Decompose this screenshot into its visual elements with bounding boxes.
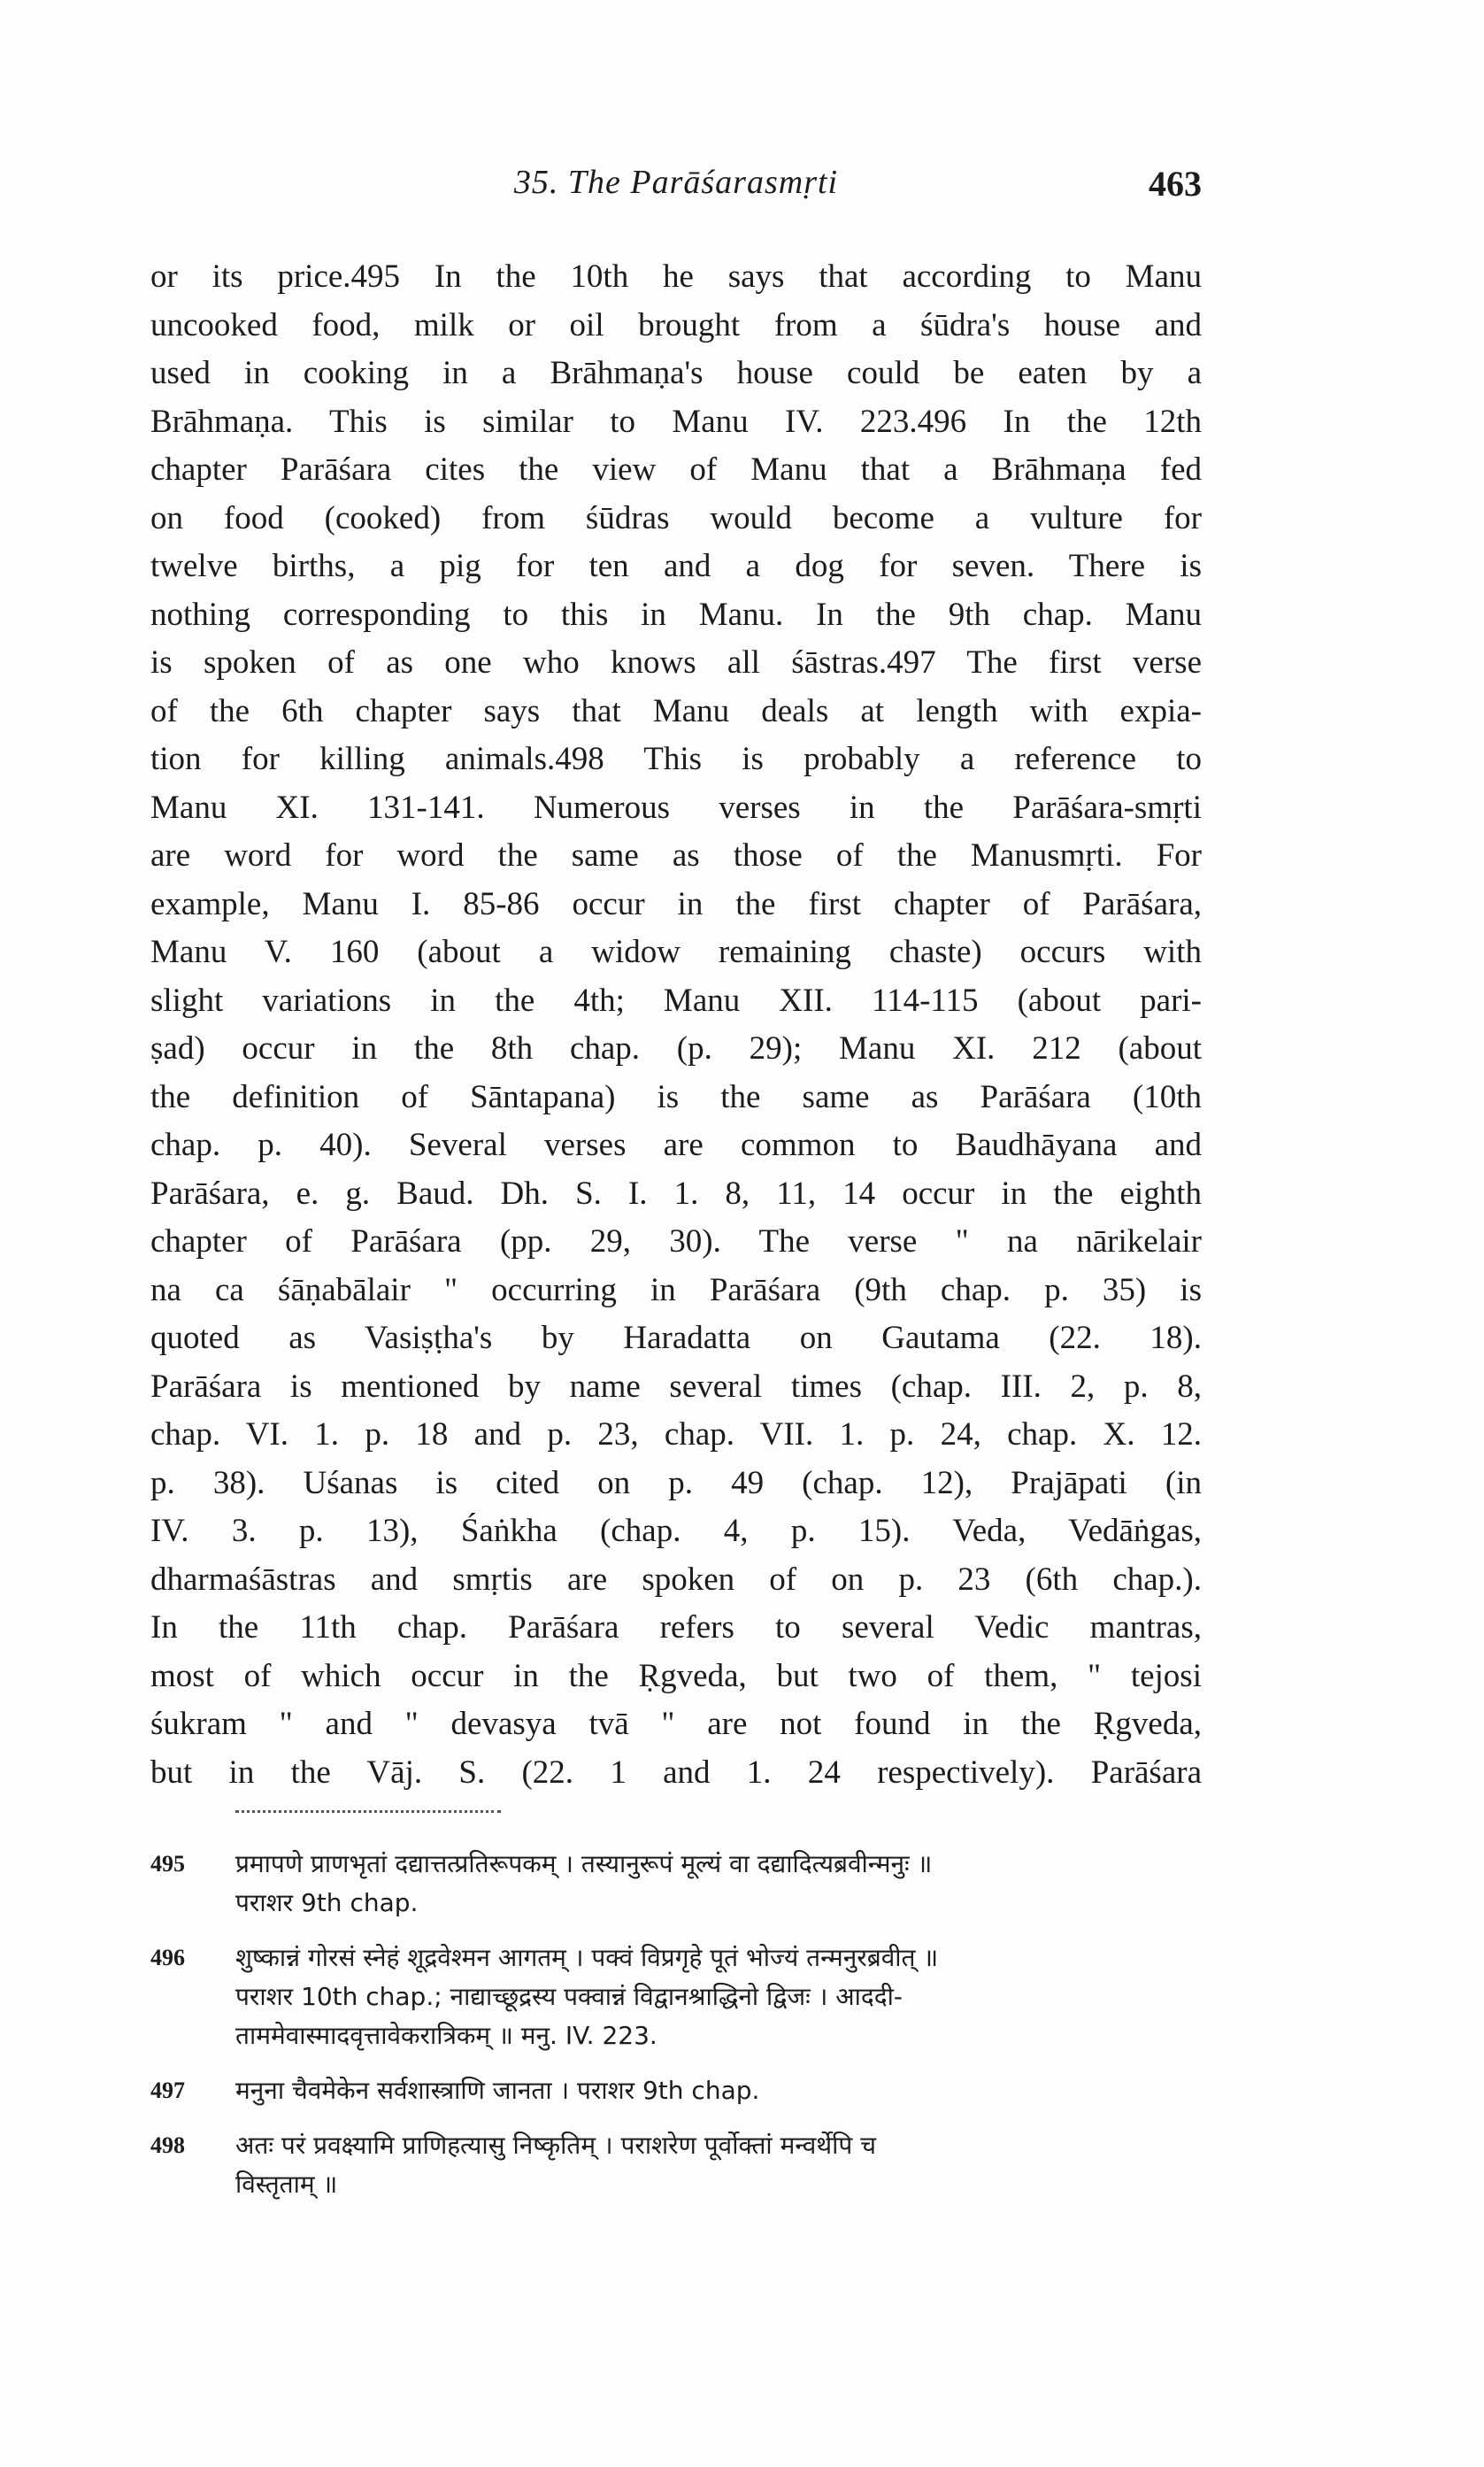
- body-line: or its price.495 In the 10th he says that according to Manu: [150, 258, 1202, 295]
- footnote-line: प्रमापणे प्राणभृतां दद्यात्तत्प्रतिरूपकम् । तस्यानुरूपं मूल्यं वा दद्यादित्यब्रवीन्मनुः ॥: [235, 1849, 933, 1878]
- body-line: twelve births, a pig for ten and a dog for seven. There is: [150, 548, 1202, 584]
- footnote-line: ताममेवास्मादवृत्तावेकरात्रिकम् ॥ मनु. IV. 223.: [235, 2021, 657, 2050]
- footnote-number: 498: [150, 2132, 185, 2158]
- body-line: on food (cooked) from śūdras would become a vulture for: [150, 499, 1202, 536]
- page-number: 463: [1149, 164, 1202, 204]
- footnote-number: 497: [150, 2078, 185, 2103]
- body-line: Parāśara is mentioned by name several times (chap. III. 2, p. 8,: [150, 1368, 1202, 1405]
- body-line: In the 11th chap. Parāśara refers to several Vedic mantras,: [150, 1609, 1202, 1646]
- body-line: Manu XI. 131-141. Numerous verses in the Parāśara-smṛti: [150, 789, 1202, 826]
- footnote-rule: [235, 1810, 501, 1813]
- body-line: quoted as Vasiṣṭha's by Haradatta on Gautama (22. 18).: [150, 1320, 1202, 1356]
- body-line: example, Manu I. 85-86 occur in the first chapter of Parāśara,: [150, 885, 1202, 922]
- body-line: uncooked food, milk or oil brought from a śūdra's house and: [150, 306, 1202, 343]
- footnote-line: शुष्कान्नं गोरसं स्नेहं शूद्रवेश्मन आगतम् । पक्वं विप्रगृहे पूतं भोज्यं तन्मनुरब्रवीत् ॥: [235, 1943, 939, 1972]
- body-line: dharmaśāstras and smṛtis are spoken of on p. 23 (6th chap.).: [150, 1561, 1202, 1598]
- body-line: chapter of Parāśara (pp. 29, 30). The verse " na nārikelair: [150, 1223, 1202, 1260]
- footnote-line: विस्तृताम् ॥: [235, 2170, 338, 2199]
- body-line: ṣad) occur in the 8th chap. (p. 29); Manu XI. 212 (about: [150, 1030, 1202, 1067]
- body-line: used in cooking in a Brāhmaṇa's house could be eaten by a: [150, 355, 1202, 391]
- footnote: [150, 1845, 1221, 1923]
- body-line: Brāhmaṇa. This is similar to Manu IV. 223.496 In the 12th: [150, 403, 1202, 440]
- footnote-number: 495: [150, 1851, 185, 1877]
- footnote-line: अतः परं प्रवक्ष्यामि प्राणिहत्यासु निष्कृतिम् । पराशरेण पूर्वोक्तां मन्वर्थेपि च: [235, 2131, 876, 2160]
- footnote: [150, 1939, 1221, 2055]
- body-line: chapter Parāśara cites the view of Manu that a Brāhmaṇa fed: [150, 451, 1202, 488]
- body-line: Parāśara, e. g. Baud. Dh. S. I. 1. 8, 11, 14 occur in the eighth: [150, 1175, 1202, 1212]
- footnotes: [150, 1845, 1221, 2220]
- body-line: chap. p. 40). Several verses are common to Baudhāyana and: [150, 1127, 1202, 1163]
- body-line: nothing corresponding to this in Manu. In the 9th chap. Manu: [150, 596, 1202, 633]
- footnote: [150, 2071, 1221, 2110]
- body-line: the definition of Sāntapana) is the same as Parāśara (10th: [150, 1078, 1202, 1115]
- body-line: Manu V. 160 (about a widow remaining chaste) occurs with: [150, 934, 1202, 970]
- running-title: 35. The Parāśarasmṛti: [513, 164, 839, 201]
- body-line: IV. 3. p. 13), Śaṅkha (chap. 4, p. 15). Veda, Vedāṅgas,: [150, 1513, 1202, 1549]
- footnote-line: पराशर 9th chap.: [235, 1888, 419, 1917]
- body-line: most of which occur in the Ṛgveda, but two of them, " tejosi: [150, 1657, 1202, 1694]
- body-line: are word for word the same as those of the Manusmṛti. For: [150, 837, 1202, 874]
- body-text: [150, 253, 1202, 1797]
- body-line: chap. VI. 1. p. 18 and p. 23, chap. VII. 1. p. 24, chap. X. 12.: [150, 1416, 1202, 1453]
- footnote: [150, 2126, 1221, 2204]
- body-line: śukram " and " devasya tvā " are not found in the Ṛgveda,: [150, 1706, 1202, 1742]
- body-line: slight variations in the 4th; Manu XII. 114-115 (about pari-: [150, 982, 1202, 1019]
- body-line: is spoken of as one who knows all śāstras.497 The first verse: [150, 644, 1202, 681]
- footnote-number: 496: [150, 1945, 185, 1970]
- footnote-line: मनुना चैवमेकेन सर्वशास्त्राणि जानता । पराशर 9th chap.: [235, 2076, 760, 2105]
- footnote-line: पराशर 10th chap.; नाद्याच्छूद्रस्य पक्वान्नं विद्वानश्राद्धिनो द्विजः । आददी-: [235, 1982, 903, 2011]
- body-line: tion for killing animals.498 This is probably a reference to: [150, 741, 1202, 777]
- body-line: of the 6th chapter says that Manu deals at length with expia-: [150, 692, 1202, 729]
- body-line: na ca śāṇabālair " occurring in Parāśara (9th chap. p. 35) is: [150, 1271, 1202, 1308]
- body-line: but in the Vāj. S. (22. 1 and 1. 24 respectively). Parāśara: [150, 1754, 1202, 1791]
- running-head: [150, 163, 1202, 207]
- body-line: p. 38). Uśanas is cited on p. 49 (chap. 12), Prajāpati (in: [150, 1464, 1202, 1501]
